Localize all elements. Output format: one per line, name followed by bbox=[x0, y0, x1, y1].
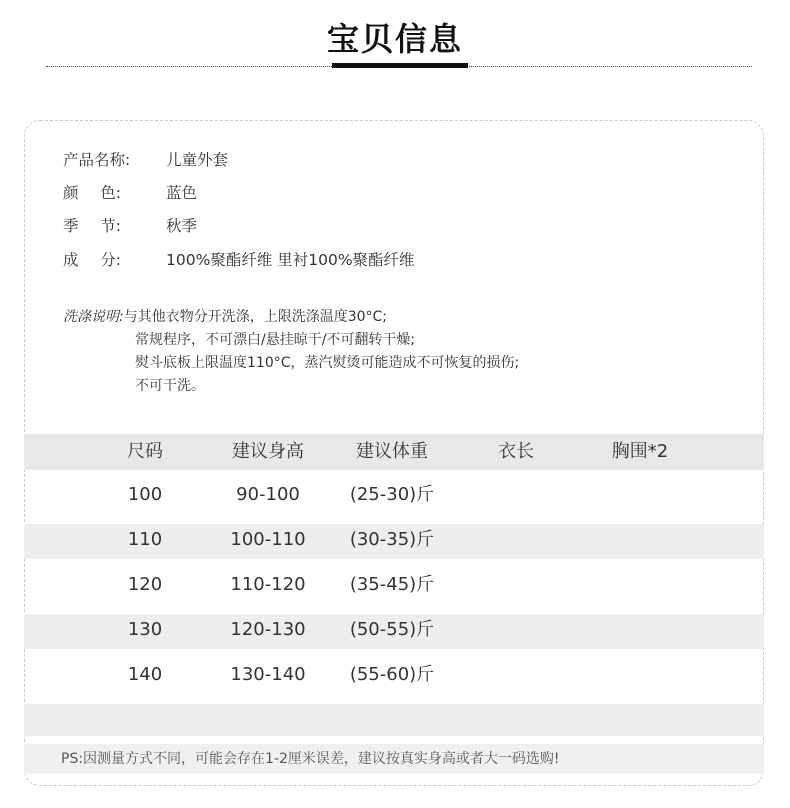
table-cell: (50-55)斤 bbox=[349, 619, 435, 640]
wash-line: 常规程序，不可漂白/悬挂晾干/不可翻转干燥; bbox=[135, 332, 416, 348]
table-cell: 90-100 bbox=[236, 484, 300, 505]
info-label-char: 色: bbox=[100, 184, 121, 202]
table-cell: (55-60)斤 bbox=[349, 664, 435, 685]
table-row-band bbox=[24, 704, 764, 736]
wash-line: 熨斗底板上限温度110°C，蒸汽熨烫可能造成不可恢复的损伤; bbox=[135, 355, 520, 371]
page-title: 宝贝信息 bbox=[326, 20, 463, 58]
table-cell: 120 bbox=[127, 574, 163, 595]
info-label-char: 节: bbox=[100, 217, 121, 235]
table-cell: (35-45)斤 bbox=[349, 574, 435, 595]
wash-instructions bbox=[63, 306, 519, 398]
table-cell: 130 bbox=[127, 619, 163, 640]
table-cell: 110-120 bbox=[230, 574, 306, 595]
table-cell: 100 bbox=[127, 484, 163, 505]
table-cell: (25-30)斤 bbox=[349, 484, 435, 505]
title-underline-bar bbox=[332, 63, 468, 68]
table-cell: (30-35)斤 bbox=[349, 529, 435, 550]
column-header: 建议身高 bbox=[232, 441, 304, 462]
table-cell: 110 bbox=[127, 529, 163, 550]
table-cell: 130-140 bbox=[230, 664, 306, 685]
measurement-note bbox=[24, 744, 764, 774]
column-header: 衣长 bbox=[498, 441, 534, 462]
info-row-color bbox=[63, 181, 197, 205]
info-row-product-name bbox=[63, 148, 228, 172]
measurement-note-text: PS:因测量方式不同，可能会存在1-2厘米误差，建议按真实身高或者大一码选购! bbox=[61, 751, 560, 767]
info-value: 秋季 bbox=[166, 217, 198, 235]
wash-line: 不可干洗。 bbox=[135, 378, 205, 394]
info-label-char: 成 bbox=[63, 251, 79, 269]
wash-line: 与其他衣物分开洗涤，上限洗涤温度30°C; bbox=[123, 309, 388, 325]
info-label-char: 季 bbox=[63, 217, 79, 235]
info-label: 产品名称: bbox=[63, 151, 131, 169]
info-label-char: 颜 bbox=[63, 184, 79, 202]
info-value: 100%聚酯纤维 里衬100%聚酯纤维 bbox=[166, 251, 415, 269]
wash-label: 洗涤说明: bbox=[63, 309, 124, 325]
column-header: 建议体重 bbox=[356, 441, 428, 462]
table-cell: 140 bbox=[127, 664, 163, 685]
table-cell: 120-130 bbox=[230, 619, 306, 640]
table-cell: 100-110 bbox=[230, 529, 306, 550]
column-header: 尺码 bbox=[127, 441, 163, 462]
info-row-season bbox=[63, 214, 197, 238]
info-value: 蓝色 bbox=[166, 184, 198, 202]
info-value: 儿童外套 bbox=[166, 151, 229, 169]
info-row-material bbox=[63, 248, 415, 272]
info-label-char: 分: bbox=[100, 251, 121, 269]
column-header: 胸围*2 bbox=[611, 441, 669, 462]
